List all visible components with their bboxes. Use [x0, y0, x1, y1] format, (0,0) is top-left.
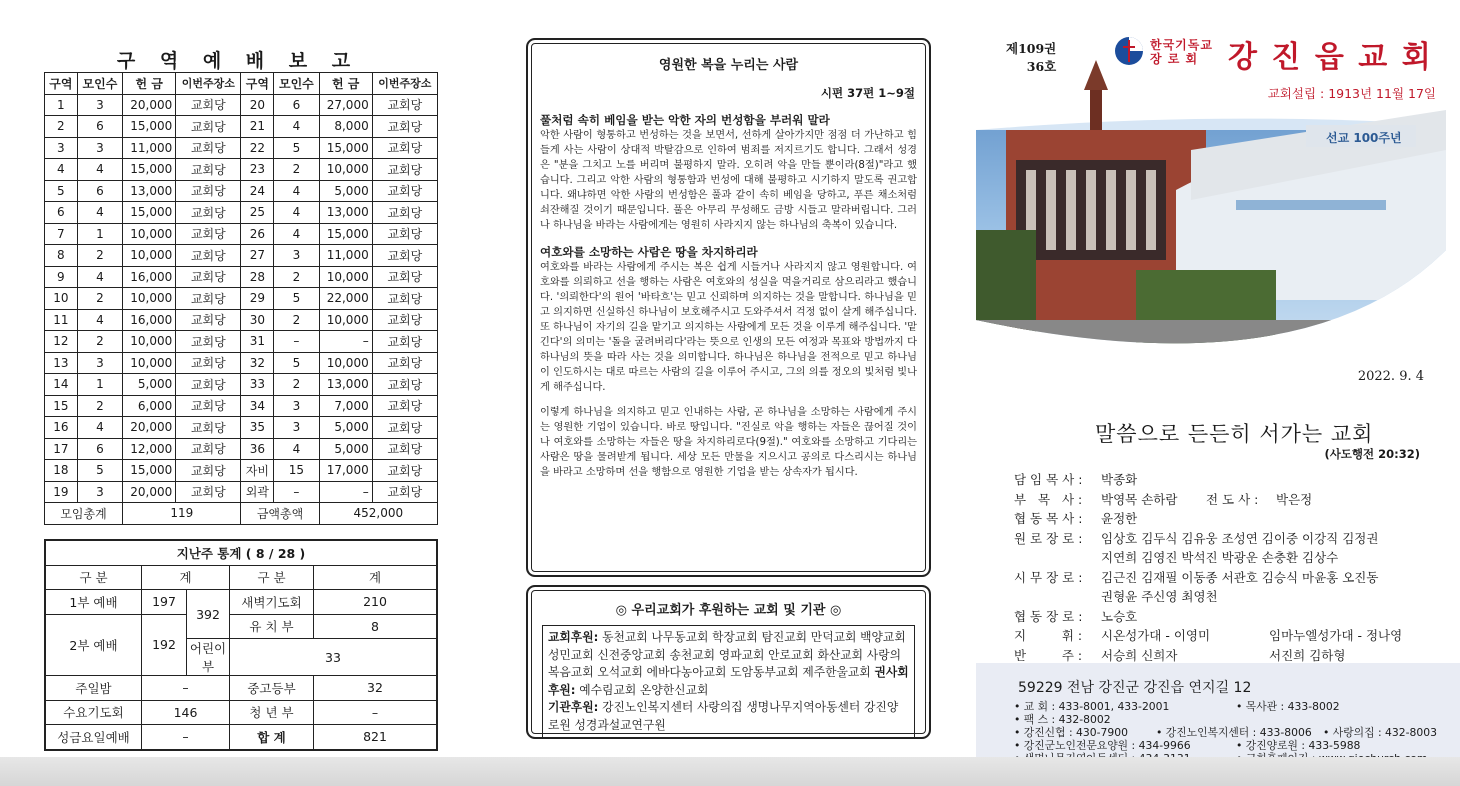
- table-cell: 16,000: [123, 309, 176, 331]
- table-cell: 교회당: [372, 180, 437, 202]
- table-cell: 22,000: [319, 288, 372, 310]
- table-cell: 교회당: [176, 331, 241, 353]
- table-cell: 12,000: [123, 438, 176, 460]
- col-header: 이번주장소: [372, 73, 437, 95]
- sermon-reference: 시편 37편 1~9절: [820, 86, 915, 100]
- sermon-paragraph: 여호와를 바라는 사람에게 주시는 복은 쉽게 시들거나 사라지지 않고 영원합니다. 여호와를 의뢰하고 선을 행하는 사람은 여호와의 성실을 먹을거리로 삼으리라고 했습니다. '의뢰한다'의 원어 '바타흐'는 믿고 신뢰하며 의지하는 것을 말합니다. 하나님을 믿고 의지하면 신실하신 하나님이 보호해주시고 도와주셔서 걱정 없이 살게 해주십니다. 또 하나님이 자기의 길을 맡기고 의지하는 사람에게 모든 것을 이루게 해주십니다. '맡긴다'의 의미는 '돌을 굴려버리다'라는 뜻으로 인생의 모든 여정과 목표와 방법까지 다 하나님의 뜻을 따라 사는 것을 의미합니다. 하나님은 하나님을 전적으로 믿고 하나님이 인도하시는 대로 따르는 사람의 길을 이루어 주시고, 그의 의를 정오의 빛처럼 빛나게 해주십니다.: [540, 262, 917, 393]
- table-cell: 6: [274, 94, 319, 116]
- table-cell: 2: [45, 116, 78, 138]
- table-cell: 2: [274, 266, 319, 288]
- table-cell: 6: [77, 180, 122, 202]
- table-cell: 10,000: [123, 288, 176, 310]
- table-cell: 15,000: [123, 460, 176, 482]
- table-cell: 5: [274, 137, 319, 159]
- table-cell: 11,000: [319, 245, 372, 267]
- table-cell: 2: [77, 288, 122, 310]
- table-cell: 27,000: [319, 94, 372, 116]
- support-label: 교회후원:: [548, 630, 599, 644]
- table-cell: 4: [77, 309, 122, 331]
- table-row: [45, 460, 438, 482]
- table-cell: 17,000: [319, 460, 372, 482]
- table-cell: 10,000: [123, 331, 176, 353]
- motto-reference: (사도행전 20:32): [1324, 447, 1420, 461]
- table-cell: 13,000: [123, 180, 176, 202]
- table-cell: 8,000: [319, 116, 372, 138]
- table-cell: 15,000: [123, 159, 176, 181]
- table-cell: 자비: [241, 460, 274, 482]
- table-cell: 교회당: [176, 288, 241, 310]
- table-cell: 14: [45, 374, 78, 396]
- table-cell: 15,000: [319, 137, 372, 159]
- bulletin-date: 2022. 9. 4: [1357, 369, 1424, 384]
- table-cell: 10,000: [319, 352, 372, 374]
- table-cell: 교회당: [372, 395, 437, 417]
- table-cell: 교회당: [176, 180, 241, 202]
- weekly-title: 지난주 통계 ( 8 / 28 ): [45, 540, 437, 566]
- table-cell: 4: [274, 116, 319, 138]
- table-cell: 15: [45, 395, 78, 417]
- table-cell: 1: [77, 223, 122, 245]
- table-cell: 교회당: [372, 331, 437, 353]
- total-cell: 119: [123, 503, 241, 525]
- table-cell: –: [319, 481, 372, 503]
- stat-value: –: [142, 725, 230, 750]
- table-cell: 교회당: [372, 352, 437, 374]
- table-cell: 16: [45, 417, 78, 439]
- scan-edge: [0, 757, 1460, 786]
- staff-names: 시온성가대 - 이영미: [1101, 628, 1211, 643]
- support-list: [542, 625, 915, 738]
- contact: • 사랑의집 : 432-8003: [1323, 726, 1438, 739]
- volume: 제109권: [1006, 41, 1057, 56]
- table-row: [45, 438, 438, 460]
- table-cell: 2: [274, 159, 319, 181]
- table-row: [45, 159, 438, 181]
- table-cell: 25: [241, 202, 274, 224]
- table-cell: 교회당: [176, 352, 241, 374]
- sermon-heading: 풀처럼 속히 베임을 받는 악한 자의 번성함을 부러워 말라: [540, 113, 830, 127]
- table-cell: 교회당: [372, 223, 437, 245]
- table-row: [45, 481, 438, 503]
- table-cell: 교회당: [372, 245, 437, 267]
- denomination-line: 장 로 회: [1150, 52, 1199, 66]
- table-cell: 교회당: [176, 223, 241, 245]
- table-cell: 11: [45, 309, 78, 331]
- staff-role: 협 동 목 사 :: [1014, 511, 1083, 526]
- table-cell: 3: [77, 137, 122, 159]
- stat-value: 210: [314, 590, 438, 615]
- sermon-body: [528, 113, 929, 480]
- church-phone: • 교 회 : 433-8001, 433-2001: [1014, 700, 1170, 713]
- table-cell: 10,000: [123, 245, 176, 267]
- table-cell: 4: [77, 202, 122, 224]
- table-cell: 31: [241, 331, 274, 353]
- stat-label: 새벽기도회: [230, 590, 314, 615]
- table-cell: 교회당: [176, 116, 241, 138]
- table-cell: 11,000: [123, 137, 176, 159]
- stat-label: 성금요일예배: [45, 725, 142, 750]
- table-cell: 교회당: [372, 266, 437, 288]
- table-cell: 32: [241, 352, 274, 374]
- stat-value: 32: [314, 676, 438, 701]
- table-cell: 5,000: [319, 438, 372, 460]
- total-cell: 모임총계: [45, 503, 123, 525]
- staff-names: 김근진 김재필 이동종 서관호 김승식 마윤홍 오진동: [1101, 569, 1379, 585]
- table-cell: 교회당: [176, 266, 241, 288]
- staff-role: 부 목 사 :: [1014, 491, 1083, 507]
- table-cell: 34: [241, 395, 274, 417]
- staff-names: 임마누엘성가대 - 정나영: [1269, 628, 1403, 643]
- table-cell: 18: [45, 460, 78, 482]
- staff-names: 지연희 김영진 박석진 박광운 손충환 김상수: [1101, 550, 1339, 565]
- table-cell: 20,000: [123, 94, 176, 116]
- left-panel: [38, 0, 438, 751]
- table-cell: 교회당: [176, 94, 241, 116]
- attendance-title: 구 역 예 배 보 고: [116, 50, 360, 72]
- stat-label: 수요기도회: [45, 700, 142, 725]
- table-cell: 교회당: [176, 159, 241, 181]
- col-header: 구역: [241, 73, 274, 95]
- table-row: [45, 116, 438, 138]
- table-cell: 30: [241, 309, 274, 331]
- table-cell: 4: [274, 223, 319, 245]
- table-row: [45, 331, 438, 353]
- stat-value: –: [314, 700, 438, 725]
- table-cell: 5,000: [319, 417, 372, 439]
- stat-combined: 392: [187, 590, 230, 639]
- table-cell: 4: [77, 417, 122, 439]
- col-header: 모인수: [77, 73, 122, 95]
- table-cell: 5: [45, 180, 78, 202]
- table-cell: 교회당: [176, 202, 241, 224]
- stat-label: 중고등부: [230, 676, 314, 701]
- total-row: [45, 503, 438, 525]
- table-cell: 외곽: [241, 481, 274, 503]
- staff-names: 박종화: [1101, 472, 1138, 487]
- table-cell: 36: [241, 438, 274, 460]
- table-row: [45, 309, 438, 331]
- stat-label: 주일밤: [45, 676, 142, 701]
- support-label: 권사회후원:: [548, 665, 909, 697]
- table-cell: 17: [45, 438, 78, 460]
- table-cell: –: [274, 331, 319, 353]
- staff-names: 서진희 김하형: [1269, 647, 1346, 663]
- stat-label: 유 치 부: [230, 614, 314, 639]
- table-cell: 교회당: [372, 288, 437, 310]
- table-cell: 교회당: [372, 116, 437, 138]
- support-title: ◎ 우리교회가 후원하는 교회 및 기관 ◎: [615, 603, 842, 618]
- table-cell: 5: [274, 288, 319, 310]
- table-cell: 4: [77, 159, 122, 181]
- table-cell: 13,000: [319, 374, 372, 396]
- support-items: 강진노인복지센터 사랑의집 생명나무지역아동센터 강진양로원 성경과설교연구원: [548, 700, 899, 732]
- stat-value: 192: [142, 614, 187, 676]
- table-row: [45, 245, 438, 267]
- contact: • 강진신협 : 430-7900: [1014, 726, 1129, 739]
- stat-total-label: 합 계: [230, 725, 314, 750]
- table-row: [45, 395, 438, 417]
- staff-names: 박은정: [1276, 491, 1313, 507]
- col-header: 구 분: [45, 565, 142, 590]
- support-label: 기관후원:: [548, 700, 599, 714]
- table-cell: 5: [77, 460, 122, 482]
- table-cell: 교회당: [372, 438, 437, 460]
- table-cell: 15,000: [123, 202, 176, 224]
- table-cell: 교회당: [372, 137, 437, 159]
- col-header: 이번주장소: [176, 73, 241, 95]
- table-cell: 10,000: [319, 309, 372, 331]
- table-cell: 교회당: [176, 481, 241, 503]
- table-cell: 7: [45, 223, 78, 245]
- table-cell: 19: [45, 481, 78, 503]
- volume-info: [1006, 40, 1056, 76]
- stat-label: 2부 예배: [45, 614, 142, 676]
- table-cell: 20: [241, 94, 274, 116]
- col-header: 모인수: [274, 73, 319, 95]
- table-row: [45, 202, 438, 224]
- sermon-paragraph: 악한 사람이 형통하고 번성하는 것을 보면서, 선하게 살아가지만 점점 더 가난하고 힘들게 사는 사람이 상대적 박탈감으로 인하여 범죄를 저지르기도 합니다. 그래서 성경은 "분을 그치고 노를 버리며 불평하지 말라. 오히려 악을 만들 뿐이라(8절)"라고 했습니다. 그리고 악한 사람의 형통함과 번성에 대해 불평하고 시기하지 말도록 권고합니다. 왜냐하면 악한 사람의 번성함은 풀과 같이 속히 베임을 당하고, 푸른 채소처럼 쇠잔해질 것이기 때문입니다. 풀은 아무리 무성해도 금방 시들고 말라버립니다. 그러나 하나님을 바라는 사람에게는 영원히 사라지지 않는 하나님의 축복이 있습니다.: [540, 130, 917, 231]
- table-cell: 5,000: [319, 180, 372, 202]
- table-cell: 28: [241, 266, 274, 288]
- table-row: [45, 94, 438, 116]
- table-cell: 3: [274, 245, 319, 267]
- issue: 36호: [1026, 59, 1057, 74]
- founded-date: 교회설립 : 1913년 11월 17일: [1267, 86, 1436, 101]
- table-cell: 3: [77, 352, 122, 374]
- table-cell: 9: [45, 266, 78, 288]
- table-cell: 2: [274, 309, 319, 331]
- stat-value: 146: [142, 700, 230, 725]
- table-cell: 교회당: [176, 460, 241, 482]
- table-cell: 2: [77, 331, 122, 353]
- table-cell: 16,000: [123, 266, 176, 288]
- table-row: [45, 288, 438, 310]
- col-header: 헌 금: [319, 73, 372, 95]
- table-cell: 교회당: [176, 417, 241, 439]
- staff-role: 원 로 장 로 :: [1014, 530, 1083, 546]
- staff-names: 임상호 김두식 김유웅 조성연 김이중 이강직 김정권: [1101, 530, 1379, 546]
- staff-names: 노승호: [1101, 608, 1138, 624]
- contact: • 강진노인복지센터 : 433-8006: [1156, 726, 1312, 739]
- stat-label: 청 년 부: [230, 700, 314, 725]
- table-cell: 6: [77, 116, 122, 138]
- staff-role: 협 동 장 로 :: [1014, 608, 1083, 624]
- table-cell: 교회당: [176, 374, 241, 396]
- church-motto: 말씀으로 든든히 서가는 교회: [1095, 422, 1374, 446]
- table-cell: 22: [241, 137, 274, 159]
- parsonage-phone: • 목사관 : 433-8002: [1236, 700, 1340, 713]
- contact: • 강진군노인전문요양원 : 434-9966: [1014, 739, 1191, 752]
- table-cell: 8: [45, 245, 78, 267]
- table-cell: 15: [274, 460, 319, 482]
- church-logo-icon: [1114, 36, 1144, 66]
- table-cell: 6: [77, 438, 122, 460]
- staff-role: 담 임 목 사 :: [1014, 472, 1083, 487]
- table-cell: 5,000: [123, 374, 176, 396]
- table-cell: 2: [274, 374, 319, 396]
- table-cell: 7,000: [319, 395, 372, 417]
- table-cell: 교회당: [176, 245, 241, 267]
- table-cell: 2: [77, 395, 122, 417]
- table-cell: 교회당: [176, 137, 241, 159]
- staff-role: 지 휘 :: [1014, 628, 1083, 643]
- table-cell: 3: [45, 137, 78, 159]
- denomination-line: 한국기독교: [1150, 38, 1213, 52]
- table-cell: 교회당: [372, 94, 437, 116]
- col-header: 계: [314, 565, 438, 590]
- table-cell: 26: [241, 223, 274, 245]
- staff-names: 박영목 손하람: [1101, 491, 1178, 507]
- table-row: [45, 266, 438, 288]
- table-row: [45, 223, 438, 245]
- stat-total-value: 821: [314, 725, 438, 750]
- table-cell: 27: [241, 245, 274, 267]
- table-cell: –: [274, 481, 319, 503]
- table-row: [45, 352, 438, 374]
- photo-banner: 선교 100주년: [1326, 131, 1402, 145]
- sermon-title: 영원한 복을 누리는 사람: [658, 58, 799, 73]
- total-cell: 금액총액: [241, 503, 319, 525]
- col-header: 구역: [45, 73, 78, 95]
- table-row: [45, 137, 438, 159]
- table-cell: 교회당: [176, 438, 241, 460]
- table-cell: 13: [45, 352, 78, 374]
- stat-value: 197: [142, 590, 187, 615]
- support-items: 예수림교회 온양한신교회: [579, 682, 709, 697]
- table-cell: 교회당: [372, 309, 437, 331]
- staff-role: 반 주 :: [1014, 647, 1083, 663]
- table-cell: 35: [241, 417, 274, 439]
- table-cell: 교회당: [176, 309, 241, 331]
- col-header: 구 분: [230, 565, 314, 590]
- table-cell: 15,000: [319, 223, 372, 245]
- table-cell: 4: [77, 266, 122, 288]
- staff-names: 윤정한: [1101, 511, 1138, 526]
- table-header: [45, 73, 438, 95]
- sermon-paragraph: 이렇게 하나님을 의지하고 믿고 인내하는 사람, 곧 하나님을 소망하는 사람에게 주시는 영원한 기업이 있습니다. 바로 땅입니다. "진실로 악을 행하는 자들은 끊어질 것이나 여호와를 소망하는 자들은 땅을 차지하리로다(9절)." 여호와를 소망하고 기다리는 사람은 땅을 물려받게 됩니다. 세상 모든 만물을 지으시고 공의로 다스리시는 하나님을 바라고 소망하며 선을 행함으로 영원한 기업을 받는 상속자가 됩시다.: [540, 407, 917, 478]
- table-cell: –: [319, 331, 372, 353]
- table-cell: 10,000: [319, 159, 372, 181]
- table-cell: 5: [274, 352, 319, 374]
- sermon-box: [526, 38, 931, 577]
- table-cell: 6: [45, 202, 78, 224]
- table-cell: 12: [45, 331, 78, 353]
- table-row: [45, 180, 438, 202]
- table-cell: 교회당: [372, 481, 437, 503]
- table-cell: 4: [45, 159, 78, 181]
- address-line: 59229 전남 강진군 강진읍 연지길 12: [1018, 680, 1252, 696]
- attendance-table: [44, 72, 438, 525]
- table-cell: 13,000: [319, 202, 372, 224]
- table-cell: 교회당: [372, 202, 437, 224]
- weekly-stats-table: [44, 539, 438, 751]
- table-cell: 20,000: [123, 481, 176, 503]
- table-row: [45, 417, 438, 439]
- table-cell: 교회당: [372, 374, 437, 396]
- table-cell: 4: [274, 202, 319, 224]
- table-cell: 29: [241, 288, 274, 310]
- contact: • 강진양로원 : 433-5988: [1236, 739, 1361, 752]
- table-cell: 3: [77, 94, 122, 116]
- col-header: 계: [142, 565, 230, 590]
- stat-value: 8: [314, 614, 438, 639]
- table-cell: 15,000: [123, 116, 176, 138]
- table-cell: 3: [77, 481, 122, 503]
- staff-names: 서승희 신희자: [1101, 647, 1178, 663]
- stat-value: 33: [230, 639, 438, 676]
- staff-role: 전 도 사 :: [1206, 491, 1259, 507]
- table-cell: 10,000: [319, 266, 372, 288]
- table-cell: 33: [241, 374, 274, 396]
- stat-label: 어린이부: [187, 639, 230, 676]
- table-cell: 4: [274, 180, 319, 202]
- col-header: 헌 금: [123, 73, 176, 95]
- staff-role: 시 무 장 로 :: [1014, 569, 1083, 585]
- table-cell: 교회당: [372, 417, 437, 439]
- table-cell: 21: [241, 116, 274, 138]
- church-name: 강 진 읍 교 회: [1228, 40, 1433, 75]
- table-cell: 교회당: [372, 460, 437, 482]
- staff-names: 권형윤 주신영 최영천: [1101, 589, 1218, 604]
- table-cell: 24: [241, 180, 274, 202]
- table-cell: 20,000: [123, 417, 176, 439]
- denomination: [1150, 38, 1213, 66]
- table-cell: 4: [274, 438, 319, 460]
- table-cell: 2: [77, 245, 122, 267]
- support-items: 동천교회 나무동교회 학장교회 탐진교회 만덕교회 백양교회 성민교회 신전중앙교회 송천교회 영파교회 안로교회 화산교회 사랑의복음교회 오석교회 에바다농아교회 도암동부교회 제주한울교회: [548, 630, 906, 679]
- stat-value: –: [142, 676, 230, 701]
- table-cell: 10,000: [123, 352, 176, 374]
- sermon-heading: 여호와를 소망하는 사람은 땅을 차지하리라: [540, 245, 758, 259]
- table-cell: 6,000: [123, 395, 176, 417]
- table-cell: 3: [274, 395, 319, 417]
- table-cell: 3: [274, 417, 319, 439]
- table-cell: 1: [45, 94, 78, 116]
- fax: • 팩 스 : 432-8002: [1014, 713, 1111, 726]
- total-cell: 452,000: [319, 503, 437, 525]
- support-box: [526, 585, 931, 739]
- table-cell: 교회당: [372, 159, 437, 181]
- table-cell: 1: [77, 374, 122, 396]
- table-cell: 10,000: [123, 223, 176, 245]
- table-cell: 10: [45, 288, 78, 310]
- right-panel: [976, 0, 1460, 786]
- stat-label: 1부 예배: [45, 590, 142, 615]
- table-cell: 교회당: [176, 395, 241, 417]
- table-cell: 23: [241, 159, 274, 181]
- table-row: [45, 374, 438, 396]
